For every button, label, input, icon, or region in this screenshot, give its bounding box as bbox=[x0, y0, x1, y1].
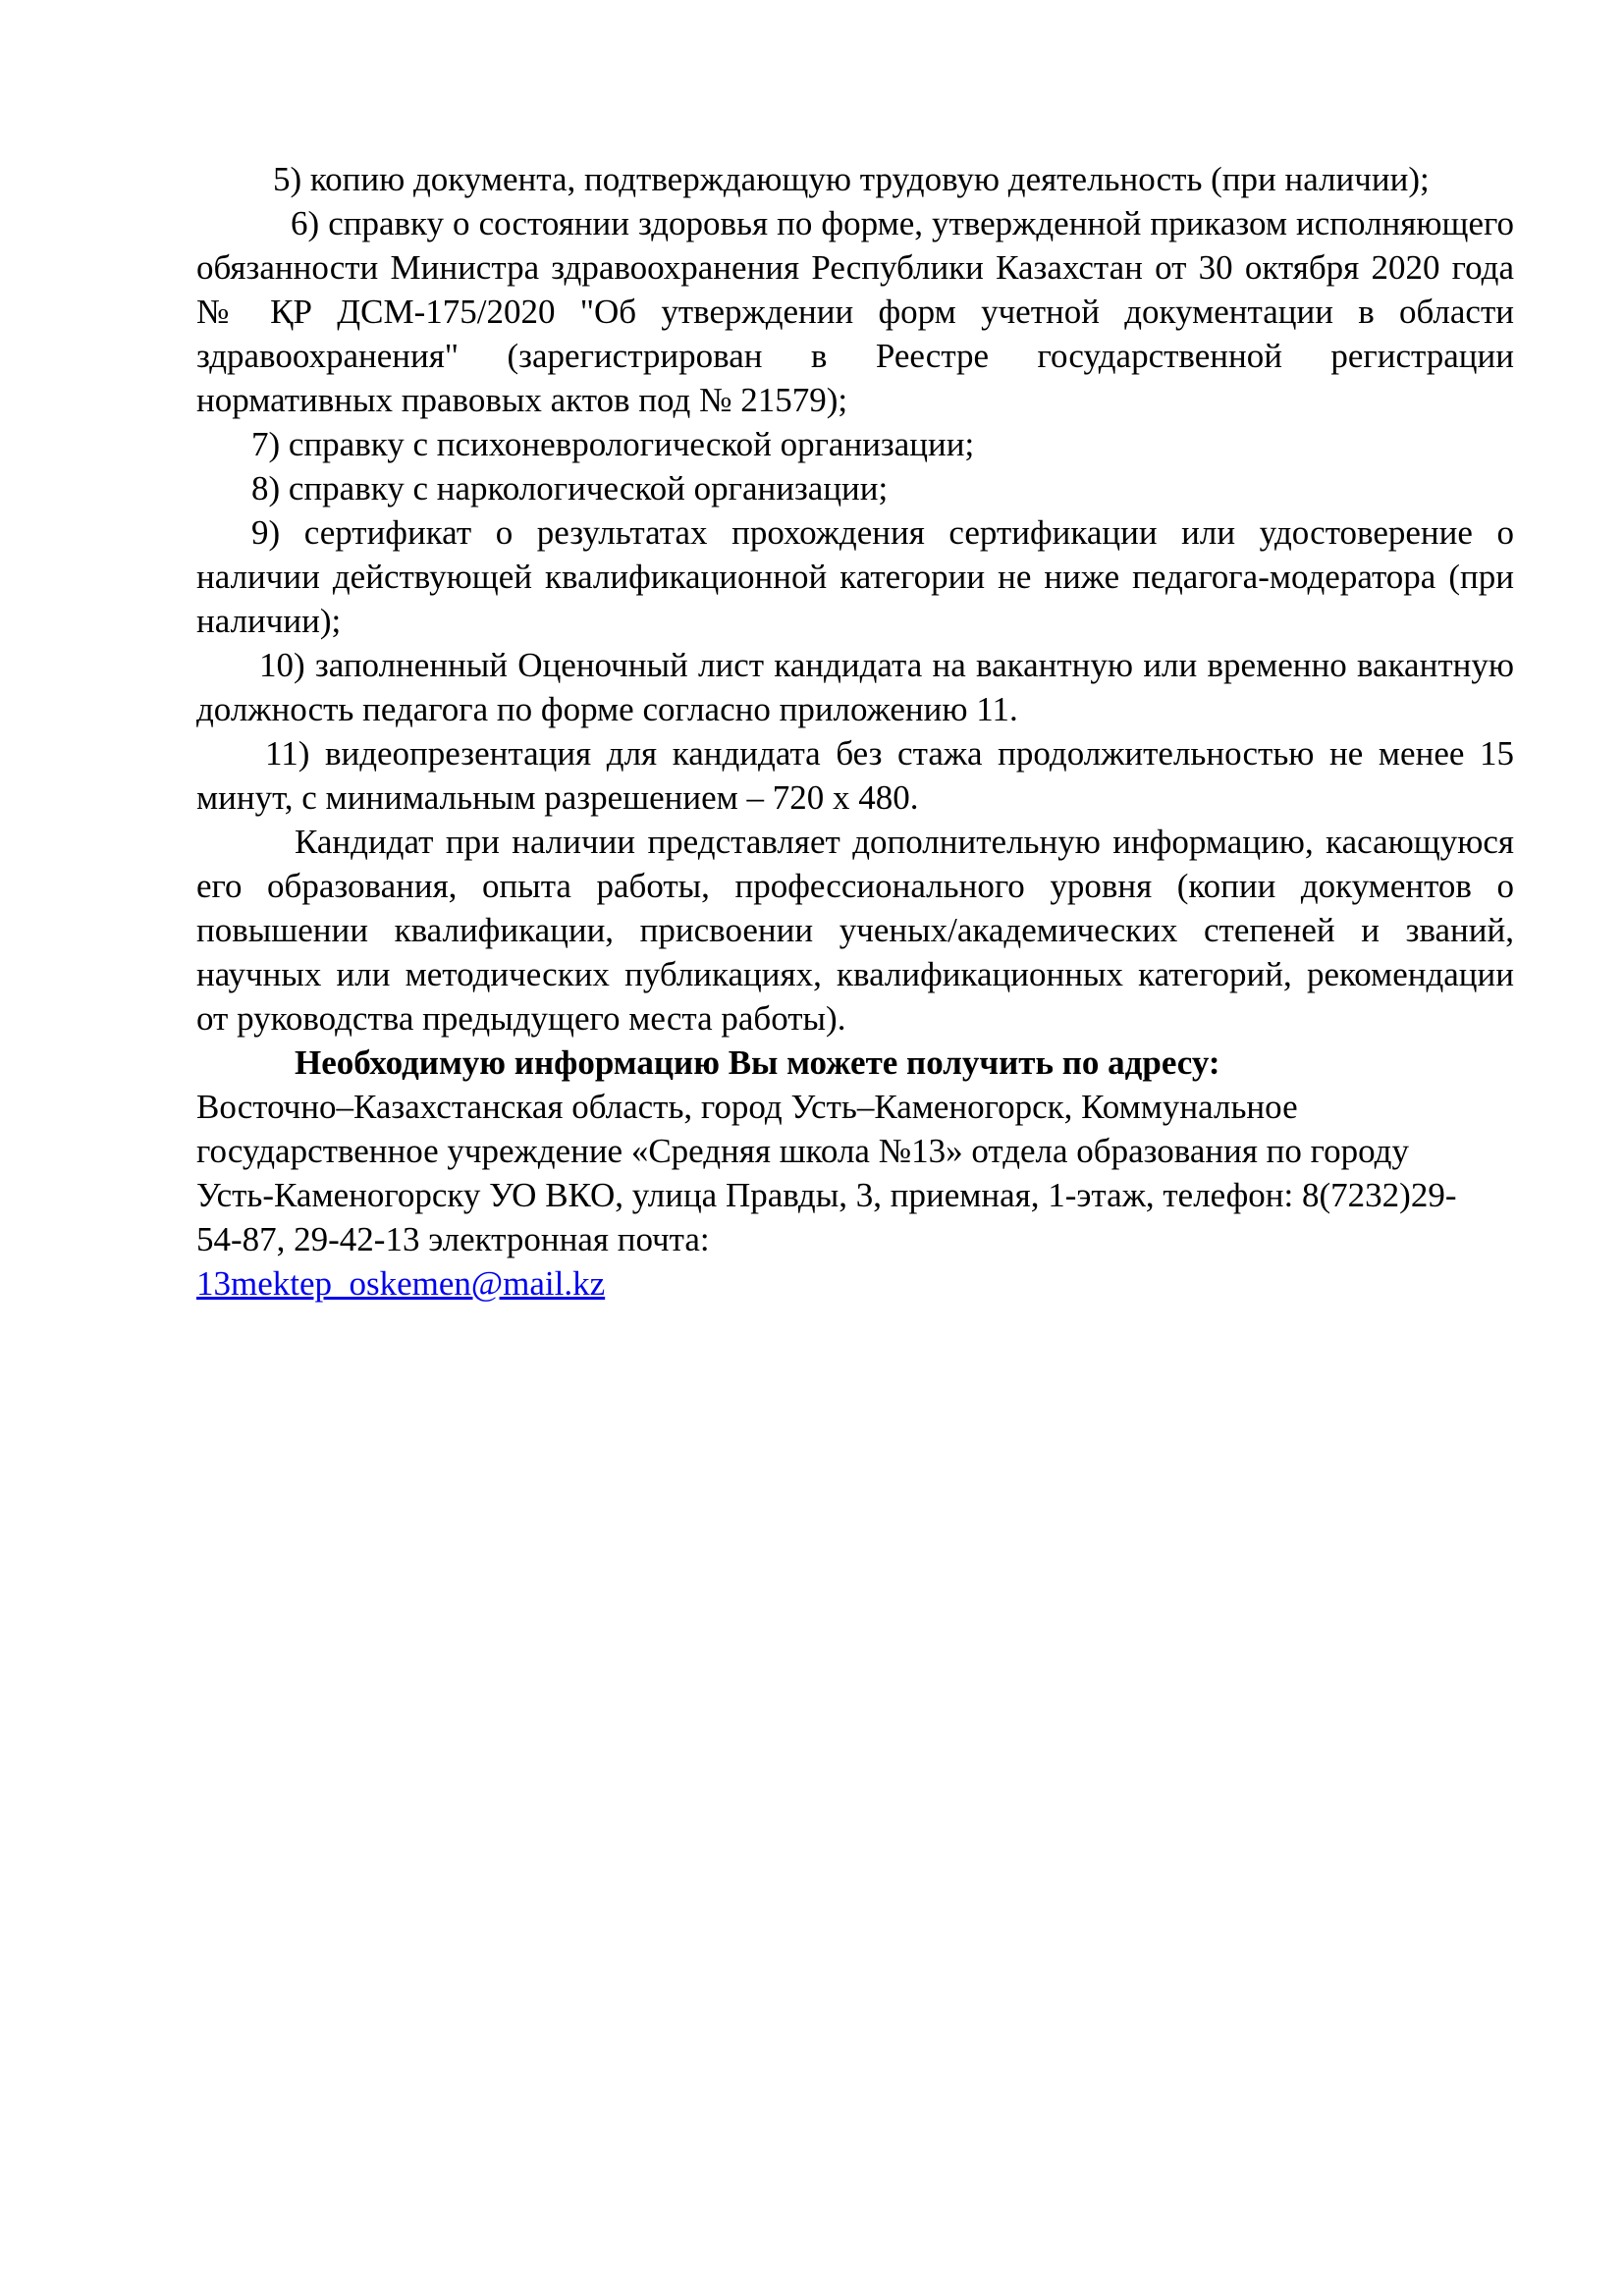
list-item-9: 9) сертификат о результатах прохождения сертификации или удостоверение о наличии действующей квалификационной категории не ниже педагога-модератора (при наличии); bbox=[196, 513, 1514, 640]
document-page bbox=[196, 157, 1514, 1306]
contact-address: Восточно–Казахстанская область, город Усть–Каменогорск, Коммунальное государственное учреждение «Средняя школа №13» отдела образования по городу Усть-Каменогорску УО ВКО, улица Правды, 3, приемная, 1-этаж, телефон: 8(7232)29-54-87, 29-42-13 электронная почта: bbox=[196, 1088, 1457, 1258]
email-link[interactable]: 13mektep_oskemen@mail.kz bbox=[196, 1264, 606, 1303]
list-item-5: 5) копию документа, подтверждающую трудовую деятельность (при наличии); bbox=[273, 160, 1430, 198]
list-item-6: 6) справку о состоянии здоровья по форме, утвержденной приказом исполняющего обязанности Министра здравоохранения Республики Казахстан от 30 октября 2020 года № ҚР ДСМ-175/2020 "Об утверждении форм учетной документации в области здравоохранения" (зарегистрирован в Реестре государственной регистрации нормативных правовых актов под № 21579); bbox=[196, 204, 1514, 419]
list-item-11: 11) видеопрезентация для кандидата без стажа продолжительностью не менее 15 минут, с минимальным разрешением – 720 х 480. bbox=[196, 734, 1514, 817]
candidate-note: Кандидат при наличии представляет дополнительную информацию, касающуюся его образования, опыта работы, профессионального уровня (копии документов о повышении квалификации, присвоении ученых/академических степеней и званий, научных или методических публикациях, квалификационных категорий, рекомендации от руководства предыдущего места работы). bbox=[196, 823, 1514, 1038]
list-item-7: 7) справку с психоневрологической организации; bbox=[251, 425, 975, 463]
list-item-10: 10) заполненный Оценочный лист кандидата на вакантную или временно вакантную должность педагога по форме согласно приложению 11. bbox=[196, 646, 1514, 728]
list-item-8: 8) справку с наркологической организации; bbox=[251, 469, 889, 507]
contact-heading: Необходимую информацию Вы можете получить по адресу: bbox=[295, 1043, 1220, 1082]
